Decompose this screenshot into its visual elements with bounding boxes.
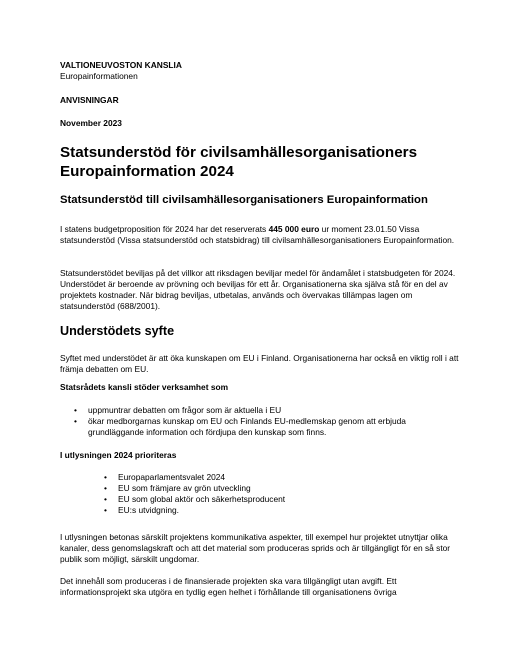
priority-list <box>104 472 418 516</box>
communication-paragraph: I utlysningen betonas särskilt projektens kommunikativa aspekter, till exempel hur projektet utnyttjar olika kanaler, dess genomslagskraft och att det material som produceras sprids och är tillgängligt för en så stor publik som möjligt, särskilt ungdomar. <box>60 532 451 564</box>
list-item-text: ökar medborgarnas kunskap om EU och Finlands EU-medlemskap genom att erbjuda grundläggande information och fördjupa den kunskap som finns. <box>88 416 406 437</box>
intro-paragraph-1 <box>60 224 460 246</box>
intro-paragraph-2: Statsunderstödet beviljas på det villkor att riksdagen beviljar medel för ändamålet i statsbudgeten för 2024. Understödet är beroende av prövning och beviljas för ett år. Organisationerna ska själva stå för en del av projektets kostnader. När bidrag beviljas, utbetalas, används och övervakas tillämpas lagen om statsunderstöd (688/2001). <box>60 268 456 311</box>
availability-paragraph: Det innehåll som produceras i de finansierade projekten ska vara tillgängligt utan avgift. Ett informationsprojekt ska utgöra en tydlig egen helhet i förhållande till organisationens övriga <box>60 576 397 597</box>
list-item <box>74 405 438 416</box>
list-item-text: uppmuntrar debatten om frågor som är aktuella i EU <box>88 405 282 415</box>
org-name: VALTIONEUVOSTON KANSLIA <box>60 60 182 70</box>
bullet-dot-icon: • <box>104 472 107 482</box>
bullet-dot-icon: • <box>104 505 107 515</box>
budget-amount: 445 000 euro <box>268 224 320 234</box>
bullet-dot-icon: • <box>74 405 77 415</box>
list-item <box>104 472 418 483</box>
purpose-heading: Understödets syfte <box>60 324 175 338</box>
purpose-paragraph: Syftet med understödet är att öka kunskapen om EU i Finland. Organisationerna har också en viktig roll i att främja debatten om EU. <box>60 353 459 374</box>
list-item <box>104 494 418 505</box>
intro-text-after: ur moment 23.01.50 Vissa statsunderstöd (Vissa statsunderstöd och statsbidrag) till civilsamhällesorganisationers Europainformation. <box>60 224 455 245</box>
bullet-dot-icon: • <box>104 483 107 493</box>
list-item <box>104 483 418 494</box>
list-item <box>74 416 438 438</box>
page-title: Statsunderstöd för civilsamhällesorganisationers Europainformation 2024 <box>60 144 418 180</box>
list-item-text: EU som global aktör och säkerhetsproducent <box>118 494 286 504</box>
priority-heading: I utlysningen 2024 prioriteras <box>60 450 177 460</box>
list-item-text: EU:s utvidgning. <box>118 505 179 515</box>
bullet-dot-icon: • <box>104 494 107 504</box>
section-subtitle: Statsunderstöd till civilsamhällesorganisationers Europainformation <box>60 194 428 206</box>
intro-text-before: I statens budgetproposition för 2024 har det reserverats <box>60 224 269 234</box>
list-item-text: EU som främjare av grön utveckling <box>118 483 251 493</box>
list-item-text: Europaparlamentsvalet 2024 <box>118 472 226 482</box>
bullet-dot-icon: • <box>74 416 77 426</box>
doc-type: ANVISNINGAR <box>60 95 119 105</box>
support-heading: Statsrådets kansli stöder verksamhet som <box>60 382 229 392</box>
doc-date: November 2023 <box>60 118 122 128</box>
org-unit: Europainformationen <box>60 71 138 81</box>
list-item <box>104 505 418 516</box>
support-list <box>74 405 438 438</box>
